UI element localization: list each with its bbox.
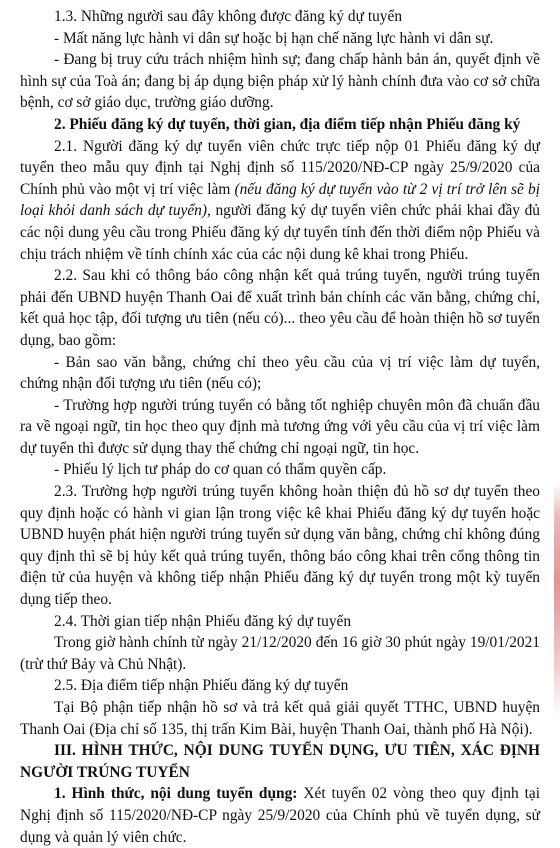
section-2-1-italic-note: (nếu đăng ký dự tuyển vào từ 2 vị trí trở lên sẽ bị loại khỏi danh sách dự tuyển): [20, 180, 540, 220]
section-1-3-title: 1.3. Những người sau đây không được đăng ký dự tuyển: [54, 8, 403, 25]
stamp-edge-mark: [554, 0, 560, 833]
section-2-1-text-b: , người đăng ký dự tuyển viên chức phải khai đầy đủ các nội dung yêu cầu trong Phiếu đăng ký dự tuyển tính đến thời điểm nộp Phiếu và chịu trách nhiệm về tính chính xác của các nội dung kê khai trong Phiếu.: [20, 202, 540, 263]
section-2-5-body: Tại Bộ phận tiếp nhận hồ sơ và trả kết quả giải quyết TTHC, UBND huyện Thanh Oai (Địa chỉ số 135, thị trấn Kim Bài, huyện Thanh Oai, thành phố Hà Nội).: [20, 699, 540, 738]
section-2-5-title: 2.5. Địa điểm tiếp nhận Phiếu đăng ký dự tuyển: [54, 677, 349, 695]
section-3-1-heading: 1. Hình thức, nội dung tuyển dụng:: [54, 785, 298, 803]
section-2-2-paragraph: 2.2. Sau khi có thông báo công nhận kết quả trúng tuyển, người trúng tuyển phải đến UBND huyện Thanh Oai để xuất trình bản chính các văn bằng, chứng chỉ, kết quả học tập, đối tượng ưu tiên (nếu có)... theo yêu cầu để hoàn thiện hồ sơ tuyển dụng, bao gồm:: [20, 267, 540, 349]
section-1-3-bullet-2: - Đang bị truy cứu trách nhiệm hình sự; đang chấp hành bản án, quyết định về hình sự của Toà án; đang bị áp dụng biện pháp xử lý hành chính đưa vào cơ sở chữa bệnh, cơ sở giáo dục, trường giáo dưỡng.: [20, 51, 540, 112]
section-3-1-body: Xét tuyển 02 vòng theo quy định tại Nghị định số 115/2020/NĐ-CP ngày 25/9/2020 của Chính phủ về tuyển dụng, sử dụng và quản lý viên chức.: [20, 785, 540, 846]
section-2-4-title: 2.4. Thời gian tiếp nhận Phiếu đăng ký dự tuyển: [54, 612, 352, 630]
document-page: [20, 6, 540, 848]
section-3-title: III. HÌNH THỨC, NỘI DUNG TUYỂN DỤNG, ƯU TIÊN, XÁC ĐỊNH NGƯỜI TRÚNG TUYỂN: [20, 742, 540, 781]
section-2-1-text-a: 2.1. Người đăng ký dự tuyển viên chức trực tiếp nộp 01 Phiếu đăng ký dự tuyển theo mẫu quy định tại Nghị định số 115/2020/NĐ-CP ngày 25/9/2020 của Chính phủ vào một vị trí việc làm: [20, 137, 540, 198]
section-2-title: 2. Phiếu đăng ký dự tuyển, thời gian, địa điểm tiếp nhận Phiếu đăng ký: [54, 115, 521, 133]
section-3-1-paragraph: [20, 783, 540, 848]
section-1-3-bullet-1: - Mất năng lực hành vi dân sự hoặc bị hạn chế năng lực hành vi dân sự.: [54, 29, 494, 47]
section-2-2-bullet-3: - Phiếu lý lịch tư pháp do cơ quan có thẩm quyền cấp.: [54, 461, 387, 479]
section-2-3-paragraph: 2.3. Trường hợp người trúng tuyển không hoàn thiện đủ hồ sơ dự tuyển theo quy định hoặc có hành vi gian lận trong việc kê khai Phiếu đăng ký dự tuyển hoặc UBND huyện phát hiện người trúng tuyển sử dụng văn bằng, chứng chỉ không đúng quy định thì sẽ bị hủy kết quả trúng tuyển, thông báo công khai trên cổng thông tin điện tử của huyện và không tiếp nhận Phiếu đăng ký dự tuyển trong một kỳ tuyển dụng tiếp theo.: [20, 483, 540, 609]
section-2-1-paragraph: [20, 136, 540, 266]
section-2-2-bullet-2: - Trường hợp người trúng tuyển có bằng tốt nghiệp chuyên môn đã chuẩn đầu ra về ngoại ngữ, tin học theo quy định mà tương ứng với yêu cầu của vị trí việc làm dự tuyển thì được sử dụng thay thế chứng chỉ ngoại ngữ, tin học.: [20, 396, 540, 457]
section-2-2-bullet-1: - Bản sao văn bằng, chứng chỉ theo yêu cầu của vị trí việc làm dự tuyển, chứng nhận đối tượng ưu tiên (nếu có);: [20, 353, 540, 393]
section-2-4-body: Trong giờ hành chính từ ngày 21/12/2020 đến 16 giờ 30 phút ngày 19/01/2021 (trừ thứ Bảy và Chủ Nhật).: [20, 634, 540, 673]
